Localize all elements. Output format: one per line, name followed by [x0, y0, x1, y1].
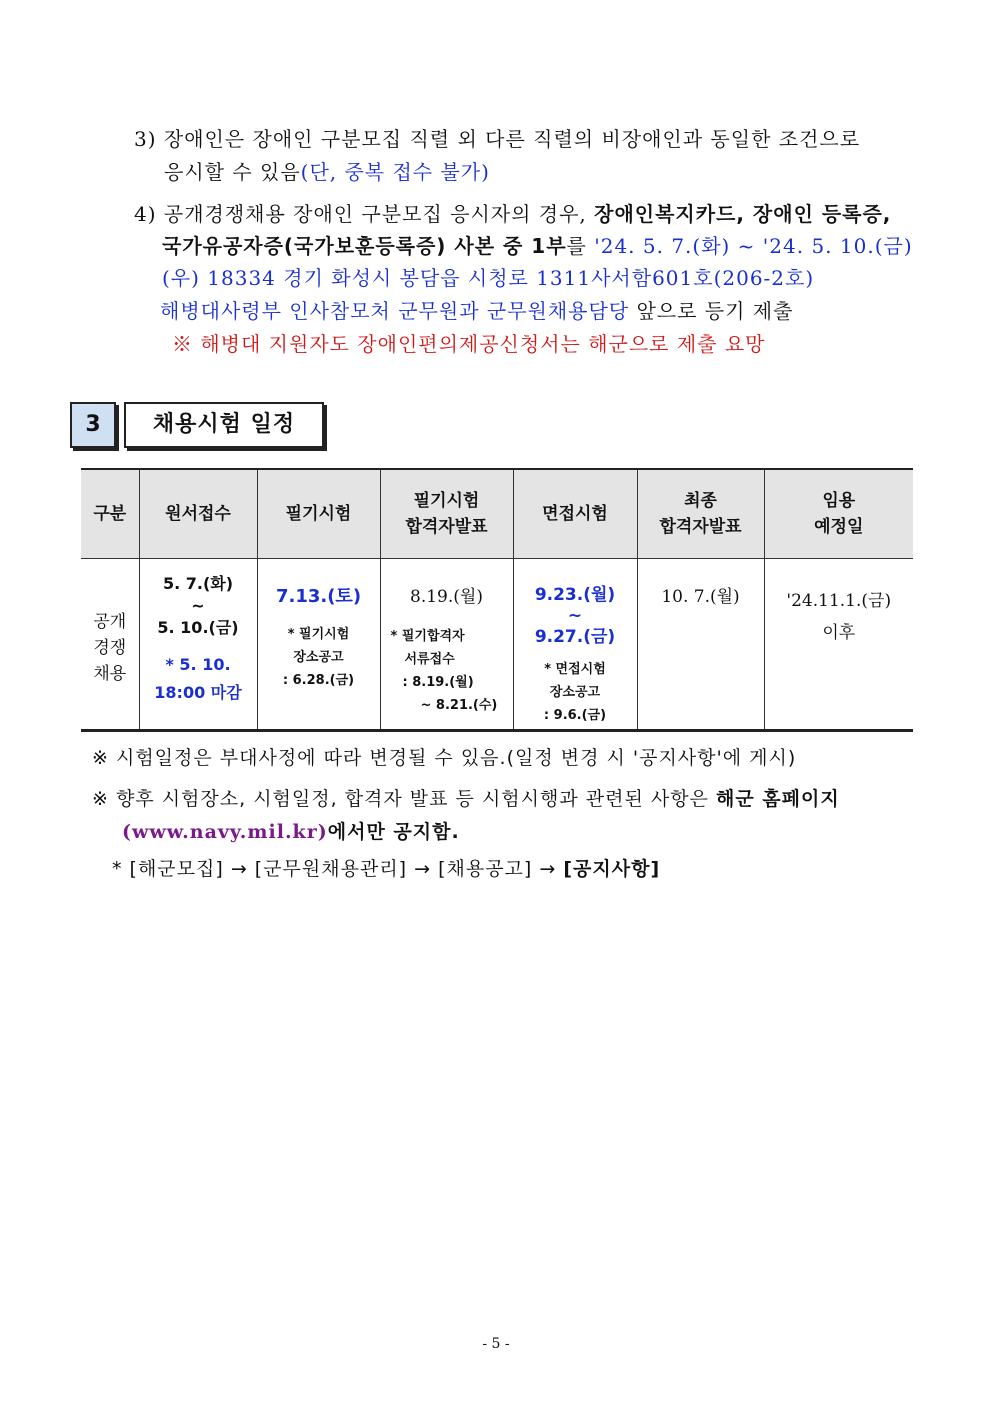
item4-text2: 를 [566, 234, 587, 258]
item4-line5 [172, 330, 765, 358]
written-result-note-3: : 8.19.(월) [402, 675, 474, 690]
cell-written-exam [257, 559, 380, 731]
item4-text2-blue: '24. 5. 7.(화) ~ '24. 5. 10.(금) [594, 234, 913, 258]
table-row [81, 559, 913, 731]
interview-end: 9.27.(금) [534, 627, 616, 647]
item4-text2-bold: 국가유공자증(국가보훈등록증) 사본 중 1부 [162, 234, 567, 258]
header-appointment: 임용 예정일 [764, 469, 913, 559]
note-navigation-path: * [해군모집] → [군무원채용관리] → [채용공고] → [공지사항] [112, 858, 661, 880]
category-line3: 채용 [93, 664, 127, 684]
apply-deadline-time: 18:00 마감 [154, 683, 242, 702]
written-note-2: 장소공고 [293, 650, 344, 665]
header-written-exam: 필기시험 [257, 469, 380, 559]
interview-tilde: ~ [567, 606, 583, 626]
header-written-result: 필기시험 합격자발표 [380, 469, 513, 559]
category-line2: 경쟁 [93, 638, 127, 658]
section-number: 3 [70, 402, 116, 448]
note-only-announce: 에서만 공지함. [327, 821, 460, 843]
page-number: - 5 - [482, 1336, 510, 1352]
category-line1: 공개 [93, 612, 127, 632]
interview-note-3: : 9.6.(금) [543, 708, 607, 723]
appointment-date: '24.11.1.(금) [786, 591, 892, 611]
item4-number: 4) [134, 202, 157, 226]
item4-line1 [134, 200, 891, 228]
item3-line2 [164, 158, 490, 186]
item4-line4 [160, 297, 793, 325]
interview-start: 9.23.(월) [534, 585, 616, 605]
schedule-table [81, 468, 913, 732]
header-category: 구분 [81, 469, 139, 559]
header-interview: 면접시험 [513, 469, 637, 559]
note-schedule-change: ※ 시험일정은 부대사정에 따라 변경될 수 있음.(일정 변경 시 '공지사항'에 게시) [92, 747, 797, 769]
written-result-date: 8.19.(월) [410, 587, 483, 607]
item4-line3 [162, 264, 814, 292]
table-header-row [81, 469, 913, 559]
apply-tilde: ~ [191, 596, 205, 615]
item3-text1: 장애인은 장애인 구분모집 직렬 외 다른 직렬의 비장애인과 동일한 조건으로 [163, 127, 861, 151]
interview-note-2: 장소공고 [549, 685, 601, 700]
cell-appointment [764, 559, 913, 731]
item4-text1-bold: 장애인복지카드, 장애인 등록증, [594, 202, 892, 226]
item4-text4: 앞으로 등기 제출 [636, 299, 794, 323]
item3-text2-blue: (단, 중복 접수 불가) [300, 160, 490, 184]
item4-recipient: 해병대사령부 인사참모처 군무원과 군무원채용담당 [160, 299, 630, 323]
header-application: 원서접수 [139, 469, 257, 559]
note-notice-board: [공지사항] [563, 858, 661, 880]
note-url-line [122, 818, 460, 846]
appointment-after: 이후 [822, 623, 856, 643]
written-note-3: : 6.28.(금) [282, 673, 355, 688]
cell-application [139, 559, 257, 731]
note-announcement: ※ 향후 시험장소, 시험일정, 합격자 발표 등 시험시행과 관련된 사항은 해군 홈페이지 [92, 788, 840, 810]
cell-category [81, 559, 139, 731]
note-navy-homepage: 해군 홈페이지 [715, 788, 840, 810]
item4-address: (우) 18334 경기 화성시 봉담읍 시청로 1311사서함601호(206-2호) [162, 266, 815, 290]
section-title: 채용시험 일정 [124, 402, 324, 448]
apply-end: 5. 10.(금) [157, 618, 239, 637]
item3-line1 [134, 125, 860, 153]
header-final-result: 최종 합격자발표 [637, 469, 764, 559]
apply-start: 5. 7.(화) [162, 574, 234, 593]
apply-deadline-date: * 5. 10. [165, 655, 231, 674]
written-result-note-2: 서류접수 [404, 652, 455, 667]
interview-note-1: * 면접시험 [544, 662, 606, 677]
written-result-note-4: ~ 8.21.(수) [420, 698, 498, 713]
written-result-note-1: * 필기합격자 [390, 629, 465, 644]
cell-written-result [380, 559, 513, 731]
item3-number: 3) [134, 127, 157, 151]
item4-text1: 공개경쟁채용 장애인 구분모집 응시자의 경우, [163, 202, 587, 226]
cell-interview [513, 559, 637, 731]
item4-warning: ※ 해병대 지원자도 장애인편의제공신청서는 해군으로 제출 요망 [172, 332, 766, 356]
item3-text2: 응시할 수 있음 [164, 160, 301, 184]
written-note-1: * 필기시험 [287, 627, 350, 642]
cell-final-result [637, 559, 764, 731]
final-result-date: 10. 7.(월) [661, 587, 740, 607]
navy-url-link[interactable]: (www.navy.mil.kr) [122, 821, 328, 843]
item4-line2 [162, 232, 913, 260]
written-exam-date: 7.13.(토) [275, 586, 362, 607]
